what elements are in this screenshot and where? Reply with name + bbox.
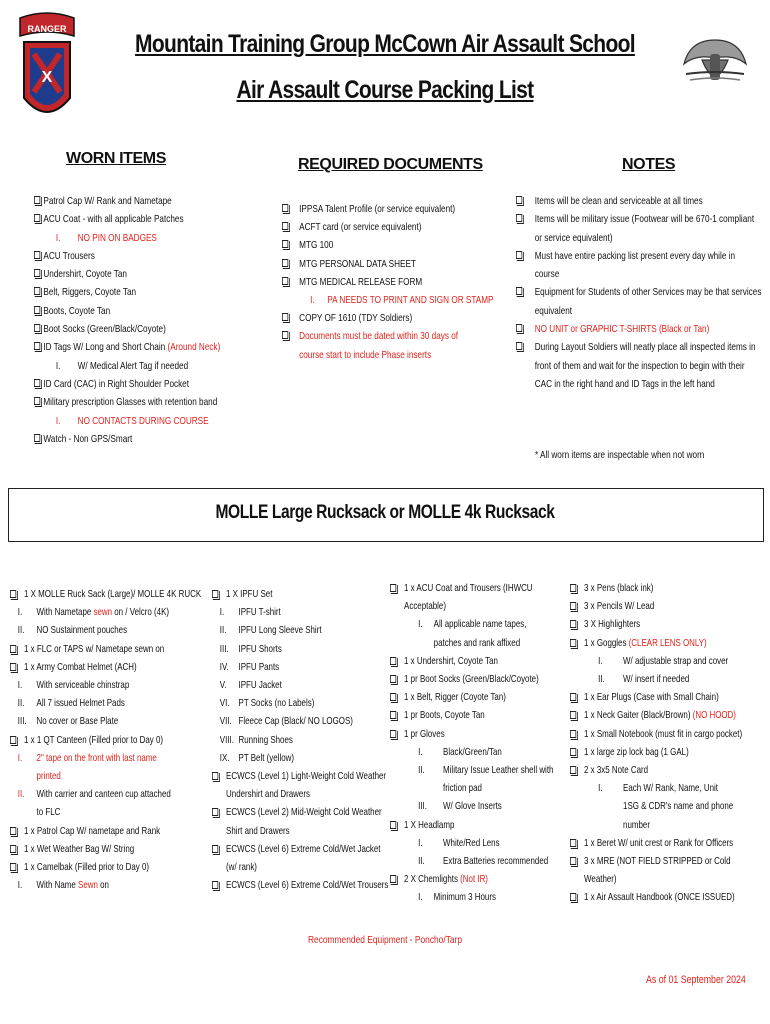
list-item: Equipment for Students of other Services may be that services: [516, 283, 766, 301]
list-item: I. Each W/ Rank, Name, Unit: [598, 783, 718, 795]
list-item: 2 X Chemlights (Not IR): [390, 871, 569, 889]
list-item: 1 x Army Combat Helmet (ACH): [10, 659, 213, 677]
required-documents-heading: REQUIRED DOCUMENTS: [298, 156, 483, 173]
checkbox-icon: [570, 584, 576, 592]
list-item: II. IPFU Long Sleeve Shirt: [219, 625, 322, 637]
checkbox-icon: [10, 645, 16, 653]
checkbox-icon: [10, 590, 16, 598]
molle-column-2: [212, 586, 399, 895]
list-item: 1 x ACU Coat and Trousers (IHWCU: [390, 580, 569, 598]
list-item: course: [534, 268, 560, 281]
checkbox-icon: [570, 711, 576, 719]
checkbox-icon: [282, 259, 288, 267]
list-item: I. IPFU T-shirt: [219, 607, 281, 619]
list-item: I. With Name Sewn on: [17, 880, 109, 892]
svg-text:X: X: [41, 69, 53, 86]
checkbox-icon: [570, 620, 576, 628]
list-item: Documents must be dated within 30 days of: [282, 327, 493, 345]
list-item: I. W/ adjustable strap and cover: [598, 655, 729, 667]
checkbox-icon: [212, 881, 218, 889]
list-item: ID Tags W/ Long and Short Chain (Around Neck): [34, 338, 237, 356]
list-item: 1 X MOLLE Ruck Sack (Large)/ MOLLE 4K RUCK: [10, 586, 213, 604]
checkbox-icon: [390, 875, 396, 883]
list-item: I. With Nametape sewn on / Velcro (4K): [17, 607, 170, 619]
list-item: NO UNIT or GRAPHIC T-SHIRTS (Black or Tan): [516, 320, 766, 338]
checkbox-icon: [516, 196, 522, 204]
worn-items-heading: WORN ITEMS: [66, 150, 166, 167]
required-documents-list: [282, 200, 493, 364]
list-item: ACU Coat - with all applicable Patches: [34, 210, 237, 228]
list-item: Belt, Riggers, Coyote Tan: [34, 283, 237, 301]
list-item: MTG MEDICAL RELEASE FORM: [282, 273, 493, 291]
checkbox-icon: [212, 590, 218, 598]
checkbox-icon: [212, 845, 218, 853]
checkbox-icon: [282, 313, 288, 321]
list-item: Boot Socks (Green/Black/Coyote): [34, 320, 237, 338]
list-item: III. No cover or Base Plate: [17, 716, 119, 728]
list-item: Undershirt, Coyote Tan: [34, 265, 237, 283]
checkbox-icon: [570, 893, 576, 901]
list-item: course start to include Phase inserts: [299, 348, 432, 361]
list-item: printed: [36, 771, 61, 783]
list-item: II. W/ insert if needed: [598, 674, 690, 686]
list-item: VIII. Running Shoes: [219, 734, 293, 746]
list-item: 2 x 3x5 Note Card: [570, 762, 765, 780]
checkbox-icon: [282, 240, 288, 248]
list-item: 3 x MRE (NOT FIELD STRIPPED or Cold: [570, 853, 765, 871]
checkbox-icon: [570, 857, 576, 865]
list-item: ECWCS (Level 1) Light-Weight Cold Weather: [212, 768, 399, 786]
checkbox-icon: [282, 222, 288, 230]
list-item: 1 x Wet Weather Bag W/ String: [10, 841, 213, 859]
recommended-equipment: Recommended Equipment - Poncho/Tarp: [307, 934, 463, 946]
checkbox-icon: [570, 639, 576, 647]
list-item: V. IPFU Jacket: [219, 680, 282, 692]
list-item: 1 x Ear Plugs (Case with Small Chain): [570, 689, 765, 707]
checkbox-icon: [390, 711, 396, 719]
list-item: (w/ rank): [226, 862, 257, 874]
checkbox-icon: [570, 766, 576, 774]
checkbox-icon: [34, 324, 40, 332]
list-item: 1 x Belt, Rigger (Coyote Tan): [390, 689, 569, 707]
list-item: II. NO Sustainment pouches: [17, 625, 128, 637]
list-item: I. 2" tape on the front with last name: [17, 752, 157, 764]
list-item: Items will be military issue (Footwear will be 670-1 compliant: [516, 210, 766, 228]
page-title: Mountain Training Group McCown Air Assault School: [135, 30, 635, 58]
checkbox-icon: [34, 379, 40, 387]
list-item: II. Military Issue Leather shell with: [418, 765, 554, 777]
list-item: III. W/ Glove Inserts: [418, 801, 502, 813]
checkbox-icon: [390, 693, 396, 701]
checkbox-icon: [34, 342, 40, 350]
checkbox-icon: [34, 196, 40, 204]
list-item: Shirt and Drawers: [226, 825, 290, 837]
list-item: 3 x Pencils W/ Lead: [570, 598, 765, 616]
checkbox-icon: [10, 845, 16, 853]
list-item: 1 x 1 QT Canteen (Filled prior to Day 0): [10, 732, 213, 750]
list-item: Patrol Cap W/ Rank and Nametape: [34, 192, 237, 210]
list-item: patches and rank affixed: [433, 637, 521, 649]
list-item: During Layout Soldiers will neatly place all inspected items in: [516, 338, 766, 356]
checkbox-icon: [570, 602, 576, 610]
list-item: II. Extra Batteries recommended: [418, 856, 549, 868]
checkbox-icon: [390, 657, 396, 665]
revision-date: As of 01 September 2024: [646, 974, 746, 986]
molle-column-1: [10, 586, 213, 895]
checkbox-icon: [10, 863, 16, 871]
checkbox-icon: [516, 214, 522, 222]
checkbox-icon: [570, 730, 576, 738]
list-item: equivalent: [534, 304, 573, 317]
list-item: ECWCS (Level 6) Extreme Cold/Wet Jacket: [212, 841, 399, 859]
list-item: II. All 7 issued Helmet Pads: [17, 698, 125, 710]
checkbox-icon: [10, 827, 16, 835]
list-item: Watch - Non GPS/Smart: [34, 430, 237, 448]
list-item: I. NO CONTACTS DURING COURSE: [55, 414, 209, 427]
checkbox-icon: [570, 839, 576, 847]
list-item: IX. PT Belt (yellow): [219, 752, 295, 764]
list-item: or service equivalent): [534, 231, 613, 244]
list-item: 1 x Patrol Cap W/ nametape and Rank: [10, 823, 213, 841]
list-item: Boots, Coyote Tan: [34, 302, 237, 320]
list-item: number: [623, 819, 650, 831]
list-item: 1 x Beret W/ unit crest or Rank for Officers: [570, 835, 765, 853]
list-item: IV. IPFU Pants: [219, 661, 280, 673]
list-item: I. Black/Green/Tan: [418, 746, 502, 758]
list-item: ACFT card (or service equivalent): [282, 218, 493, 236]
checkbox-icon: [34, 287, 40, 295]
list-item: IPPSA Talent Profile (or service equivalent): [282, 200, 493, 218]
list-item: 1 x Camelbak (Filled prior to Day 0): [10, 859, 213, 877]
list-item: II. With carrier and canteen cup attached: [17, 789, 171, 801]
notes-list: [516, 192, 766, 393]
checkbox-icon: [34, 251, 40, 259]
list-item: 3 X Highlighters: [570, 616, 765, 634]
list-item: I. W/ Medical Alert Tag if needed: [55, 359, 189, 372]
checkbox-icon: [570, 748, 576, 756]
list-item: 1 x Undershirt, Coyote Tan: [390, 653, 569, 671]
svg-text:RANGER: RANGER: [27, 24, 67, 34]
list-item: MTG PERSONAL DATA SHEET: [282, 255, 493, 273]
list-item: 1 x Neck Gaiter (Black/Brown) (NO HOOD): [570, 707, 765, 725]
list-item: ID Card (CAC) in Right Shoulder Pocket: [34, 375, 237, 393]
checkbox-icon: [10, 736, 16, 744]
checkbox-icon: [212, 808, 218, 816]
page-subtitle: Air Assault Course Packing List: [236, 76, 534, 104]
checkbox-icon: [390, 675, 396, 683]
molle-column-3: [390, 580, 569, 908]
list-item: 1 pr Boot Socks (Green/Black/Coyote): [390, 671, 569, 689]
list-item: to FLC: [36, 807, 61, 819]
checkbox-icon: [570, 693, 576, 701]
list-item: Undershirt and Drawers: [226, 789, 310, 801]
checkbox-icon: [282, 204, 288, 212]
molle-column-4: [570, 580, 765, 908]
list-item: 1SG & CDR's name and phone: [623, 801, 734, 813]
list-item: I. With serviceable chinstrap: [17, 680, 130, 692]
list-item: front of them and wait for the inspection to begin with their: [534, 359, 745, 372]
checkbox-icon: [282, 331, 288, 339]
checkbox-icon: [282, 277, 288, 285]
list-item: ECWCS (Level 6) Extreme Cold/Wet Trousers: [212, 877, 399, 895]
list-item: Weather): [584, 874, 617, 886]
list-item: ECWCS (Level 2) Mid-Weight Cold Weather: [212, 804, 399, 822]
checkbox-icon: [34, 397, 40, 405]
checkbox-icon: [34, 434, 40, 442]
checkbox-icon: [212, 772, 218, 780]
list-item: 1 X IPFU Set: [212, 586, 399, 604]
list-item: III. IPFU Shorts: [219, 643, 282, 655]
list-item: Military prescription Glasses with retention band: [34, 393, 237, 411]
list-item: VII. Fleece Cap (Black/ NO LOGOS): [219, 716, 353, 728]
checkbox-icon: [10, 663, 16, 671]
list-item: Acceptable): [404, 601, 447, 613]
list-item: 3 x Pens (black ink): [570, 580, 765, 598]
checkbox-icon: [34, 214, 40, 222]
notes-heading: NOTES: [622, 156, 676, 173]
list-item: MTG 100: [282, 236, 493, 254]
checkbox-icon: [390, 730, 396, 738]
list-item: CAC in the right hand and ID Tags in the left hand: [534, 377, 715, 390]
list-item: I. Minimum 3 Hours: [418, 892, 496, 904]
list-item: 1 x Goggles (CLEAR LENS ONLY): [570, 635, 765, 653]
list-item: 1 x Air Assault Handbook (ONCE ISSUED): [570, 889, 765, 907]
list-item: 1 x large zip lock bag (1 GAL): [570, 744, 765, 762]
checkbox-icon: [390, 821, 396, 829]
list-item: 1 pr Gloves: [390, 726, 569, 744]
list-item: I. All applicable name tapes,: [418, 619, 527, 631]
list-item: I. PA NEEDS TO PRINT AND SIGN OR STAMP: [310, 294, 494, 307]
list-item: I. White/Red Lens: [418, 837, 500, 849]
list-item: ACU Trousers: [34, 247, 237, 265]
list-item: friction pad: [443, 783, 482, 795]
list-item: Items will be clean and serviceable at all times: [516, 192, 766, 210]
list-item: I. NO PIN ON BADGES: [55, 231, 157, 244]
checkbox-icon: [390, 584, 396, 592]
list-item: 1 x Small Notebook (must fit in cargo pocket): [570, 726, 765, 744]
checkbox-icon: [516, 287, 522, 295]
notes-footnote: * All worn items are inspectable when not worn: [535, 449, 705, 461]
molle-heading: MOLLE Large Rucksack or MOLLE 4k Rucksack: [215, 502, 555, 523]
list-item: VI. PT Socks (no Labels): [219, 698, 315, 710]
worn-items-list: [34, 192, 237, 448]
checkbox-icon: [516, 324, 522, 332]
list-item: 1 pr Boots, Coyote Tan: [390, 707, 569, 725]
checkbox-icon: [34, 269, 40, 277]
list-item: 1 x FLC or TAPS w/ Nametape sewn on: [10, 641, 213, 659]
checkbox-icon: [516, 251, 522, 259]
checkbox-icon: [34, 306, 40, 314]
list-item: Must have entire packing list present every day while in: [516, 247, 766, 265]
list-item: COPY OF 1610 (TDY Soldiers): [282, 309, 493, 327]
checkbox-icon: [516, 342, 522, 350]
list-item: 1 X Headlamp: [390, 817, 569, 835]
